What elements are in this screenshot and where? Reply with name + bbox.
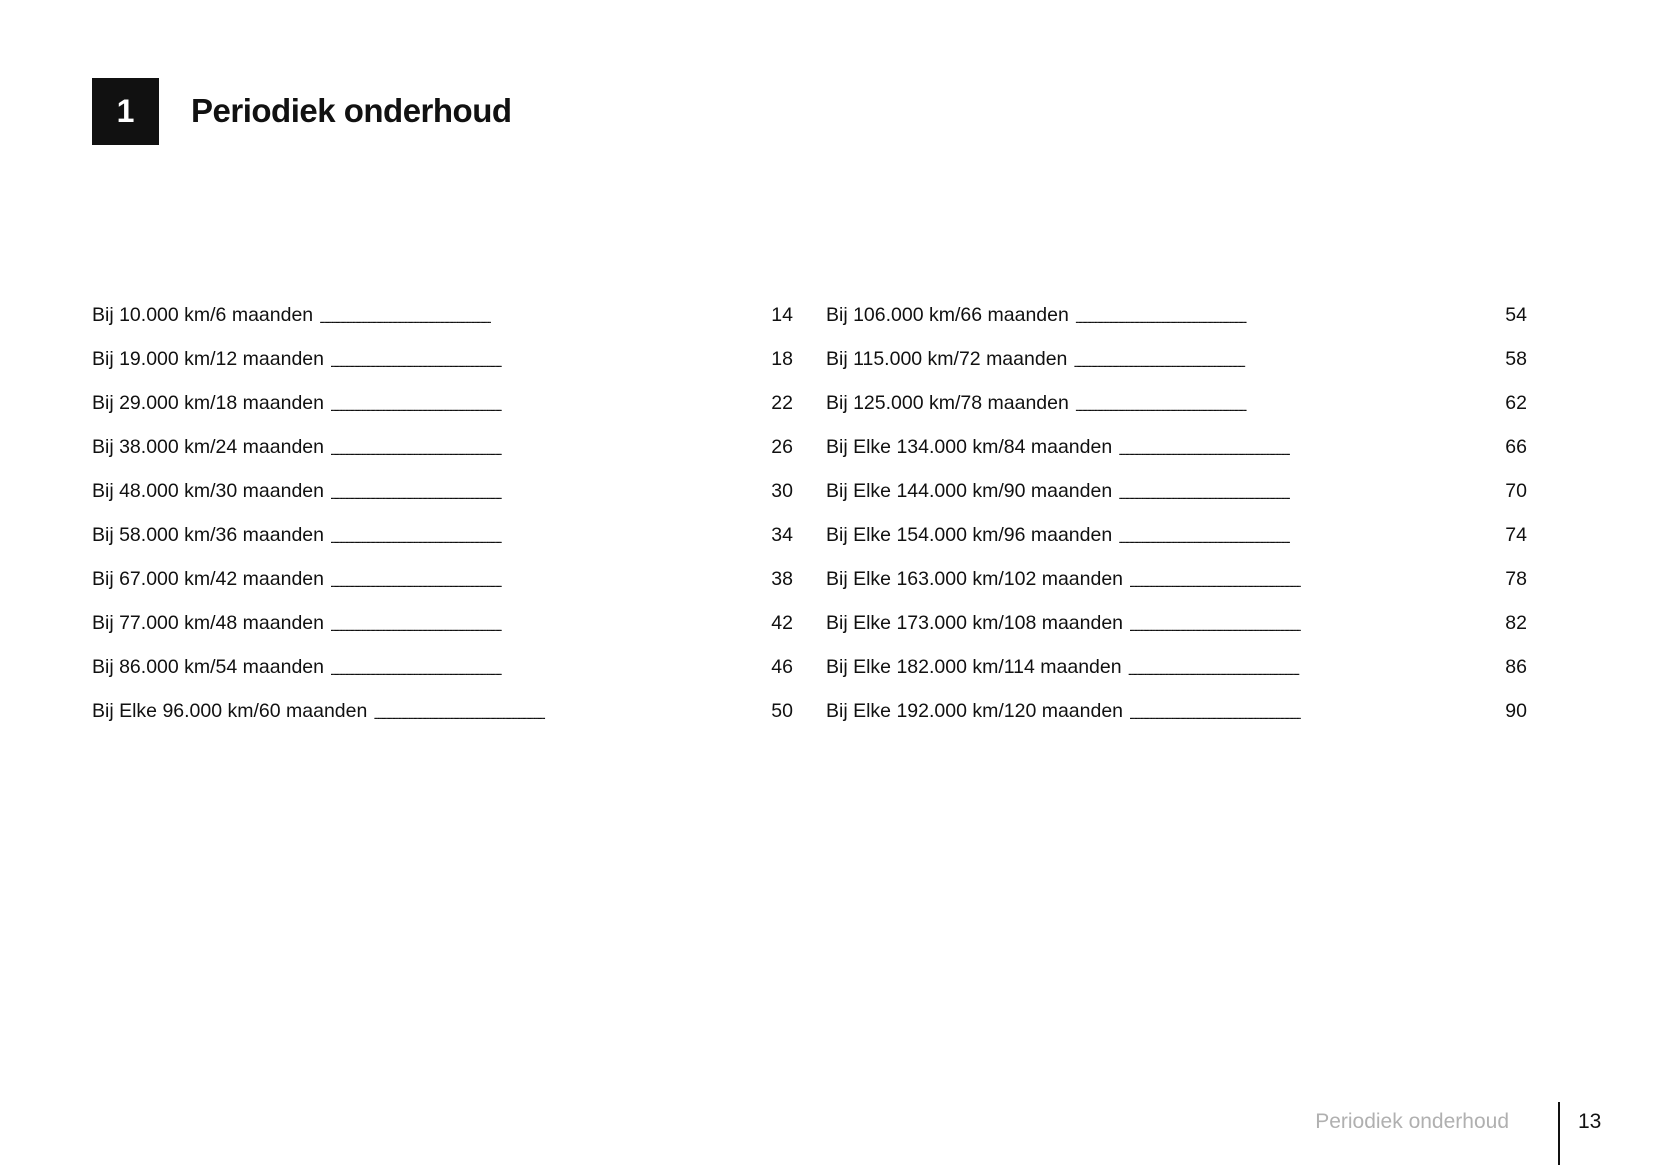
toc-entry[interactable] bbox=[92, 427, 793, 471]
toc-entry-page: 66 bbox=[1505, 436, 1527, 458]
dot-leader bbox=[330, 574, 765, 594]
toc-entry-page: 86 bbox=[1505, 656, 1527, 678]
toc-left-column bbox=[92, 295, 793, 735]
toc-entry-page: 22 bbox=[771, 392, 793, 414]
toc-entry-label: Bij 29.000 km/18 maanden bbox=[92, 392, 324, 414]
toc-entry-page: 54 bbox=[1505, 304, 1527, 326]
toc-entry-label: Bij Elke 154.000 km/96 maanden bbox=[826, 524, 1113, 546]
toc-entry-label: Bij Elke 173.000 km/108 maanden bbox=[826, 612, 1124, 634]
toc-entry-label: Bij Elke 192.000 km/120 maanden bbox=[826, 700, 1124, 722]
toc-entry-page: 70 bbox=[1505, 480, 1527, 502]
dot-leader bbox=[319, 310, 765, 330]
toc-entry-page: 58 bbox=[1505, 348, 1527, 370]
toc-entry[interactable] bbox=[826, 691, 1527, 735]
dot-leader bbox=[330, 530, 765, 550]
toc-entry-label: Bij Elke 144.000 km/90 maanden bbox=[826, 480, 1113, 502]
dot-leader bbox=[1118, 486, 1499, 506]
toc-entry-label: Bij Elke 96.000 km/60 maanden bbox=[92, 700, 368, 722]
toc-entry-label: Bij 58.000 km/36 maanden bbox=[92, 524, 324, 546]
toc-entry-page: 34 bbox=[771, 524, 793, 546]
footer-divider bbox=[1558, 1102, 1560, 1165]
dot-leader bbox=[1118, 442, 1499, 462]
toc-entry-page: 46 bbox=[771, 656, 793, 678]
toc-entry-label: Bij 106.000 km/66 maanden bbox=[826, 304, 1069, 326]
toc-entry[interactable] bbox=[92, 383, 793, 427]
toc-entry[interactable] bbox=[92, 471, 793, 515]
toc-entry[interactable] bbox=[92, 691, 793, 735]
dot-leader bbox=[330, 354, 765, 374]
dot-leader bbox=[1129, 574, 1499, 594]
toc-entry-label: Bij 77.000 km/48 maanden bbox=[92, 612, 324, 634]
toc-entry-label: Bij 67.000 km/42 maanden bbox=[92, 568, 324, 590]
toc-entry[interactable] bbox=[826, 515, 1527, 559]
toc-entry[interactable] bbox=[92, 295, 793, 339]
toc-entry[interactable] bbox=[826, 295, 1527, 339]
dot-leader bbox=[330, 442, 765, 462]
dot-leader bbox=[330, 486, 765, 506]
dot-leader bbox=[330, 662, 765, 682]
toc-entry-page: 50 bbox=[771, 700, 793, 722]
toc-entry-page: 30 bbox=[771, 480, 793, 502]
toc-entry[interactable] bbox=[826, 603, 1527, 647]
dot-leader bbox=[1075, 310, 1499, 330]
dot-leader bbox=[1129, 618, 1499, 638]
toc-entry-page: 74 bbox=[1505, 524, 1527, 546]
toc-entry-label: Bij 10.000 km/6 maanden bbox=[92, 304, 314, 326]
toc-entry-label: Bij 38.000 km/24 maanden bbox=[92, 436, 324, 458]
toc-entry-page: 62 bbox=[1505, 392, 1527, 414]
toc-entry[interactable] bbox=[826, 339, 1527, 383]
chapter-number: 1 bbox=[116, 93, 135, 129]
dot-leader bbox=[330, 618, 765, 638]
chapter-title: Periodiek onderhoud bbox=[191, 92, 512, 129]
toc-entry-label: Bij 48.000 km/30 maanden bbox=[92, 480, 324, 502]
toc-entry[interactable] bbox=[826, 559, 1527, 603]
dot-leader bbox=[1073, 354, 1499, 374]
toc-entry-page: 26 bbox=[771, 436, 793, 458]
toc-entry[interactable] bbox=[92, 603, 793, 647]
toc-entry-page: 90 bbox=[1505, 700, 1527, 722]
toc-entry-page: 78 bbox=[1505, 568, 1527, 590]
toc-entry[interactable] bbox=[92, 515, 793, 559]
toc-entry[interactable] bbox=[92, 559, 793, 603]
toc-entry[interactable] bbox=[826, 647, 1527, 691]
footer-section-title: Periodiek onderhoud bbox=[1315, 1110, 1509, 1133]
footer-page-number: 13 bbox=[1578, 1110, 1602, 1133]
toc-entry[interactable] bbox=[826, 383, 1527, 427]
toc-entry-page: 14 bbox=[771, 304, 793, 326]
toc-entry[interactable] bbox=[826, 471, 1527, 515]
toc-entry-page: 18 bbox=[771, 348, 793, 370]
toc-entry-page: 38 bbox=[771, 568, 793, 590]
toc-entry-label: Bij Elke 182.000 km/114 maanden bbox=[826, 656, 1122, 678]
dot-leader bbox=[1128, 662, 1500, 682]
toc-entry-label: Bij 115.000 km/72 maanden bbox=[826, 348, 1068, 370]
toc-right-column bbox=[826, 295, 1527, 735]
toc-entry-label: Bij Elke 163.000 km/102 maanden bbox=[826, 568, 1124, 590]
toc-entry[interactable] bbox=[92, 647, 793, 691]
toc-entry-label: Bij Elke 134.000 km/84 maanden bbox=[826, 436, 1113, 458]
toc-entry[interactable] bbox=[826, 427, 1527, 471]
toc-entry-label: Bij 19.000 km/12 maanden bbox=[92, 348, 324, 370]
dot-leader bbox=[1075, 398, 1499, 418]
toc-entry-label: Bij 125.000 km/78 maanden bbox=[826, 392, 1069, 414]
toc-entry-label: Bij 86.000 km/54 maanden bbox=[92, 656, 324, 678]
toc-entry[interactable] bbox=[92, 339, 793, 383]
dot-leader bbox=[1129, 706, 1499, 726]
toc-entry-page: 42 bbox=[771, 612, 793, 634]
dot-leader bbox=[373, 706, 765, 726]
dot-leader bbox=[330, 398, 765, 418]
dot-leader bbox=[1118, 530, 1499, 550]
toc-entry-page: 82 bbox=[1505, 612, 1527, 634]
chapter-number-badge bbox=[92, 78, 159, 145]
